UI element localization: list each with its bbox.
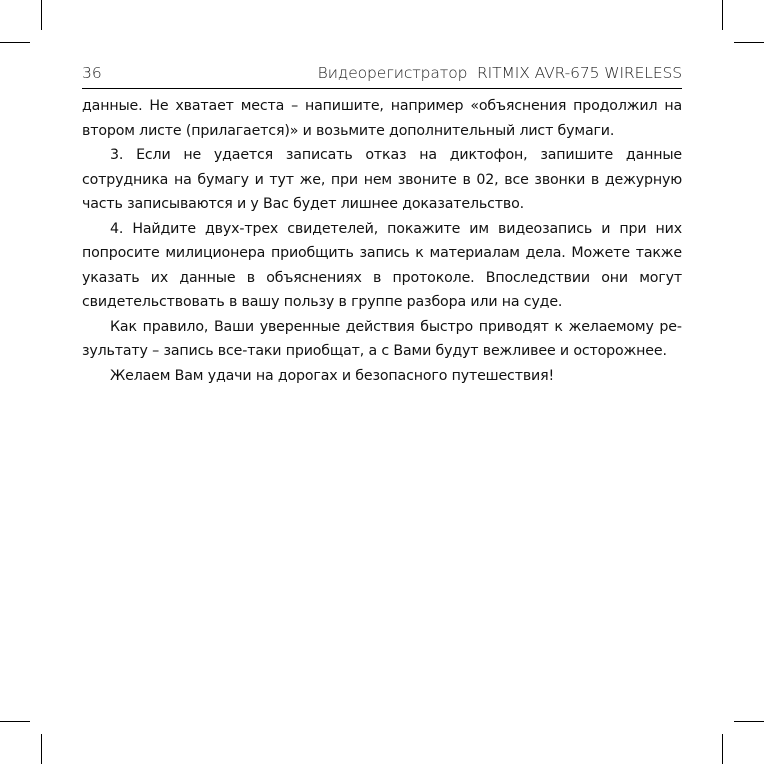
paragraph-conclusion: Как правило, Ваши уверенные действия быстро приводят к желаемому результату – запись все-таки приобщат, а с Вами будут вежливее и осторожнее. [82, 318, 682, 359]
crop-mark-top-right-vertical [722, 0, 723, 30]
crop-mark-bottom-right-vertical [722, 734, 723, 764]
page-number: 36 [82, 64, 102, 82]
paragraph-item-3: 3. Если не удается записать отказ на диктофон, запишите данные сотрудника на бумагу и тут же, при нем звоните в 02, все звонки в дежурную часть записываются и у Вас будет лишнее доказательство. [82, 147, 682, 212]
header-rule [82, 88, 682, 89]
crop-mark-top-right-horizontal [734, 42, 764, 43]
paragraph-item-4: 4. Найдите двух-трех свидетелей, покажите им видеозапись и при них попросите милиционера приобщить запись к материалам дела. Можете также указать их данные в объяснениях в протоколе. Впоследствии они могут свидетельствовать в вашу пользу в группе разбора или на суде. [82, 220, 682, 310]
crop-mark-bottom-right-horizontal [734, 721, 764, 722]
paragraph-closing-wish: Желаем Вам удачи на дорогах и безопасного путешествия! [110, 367, 555, 384]
crop-mark-bottom-left-vertical [41, 734, 42, 764]
page-header [82, 64, 682, 86]
crop-mark-bottom-left-horizontal [0, 721, 30, 722]
body-text [82, 94, 682, 388]
crop-mark-top-left-vertical [41, 0, 42, 30]
paragraph-continuation: данные. Не хватает места – напишите, например «объяснения продолжил на втором листе (прилагается)» и возьмите дополнительный лист бумаги. [82, 98, 682, 139]
crop-mark-top-left-horizontal [0, 42, 30, 43]
running-head: Видеорегистратор RITMIX AVR-675 WIRELESS [317, 64, 682, 82]
